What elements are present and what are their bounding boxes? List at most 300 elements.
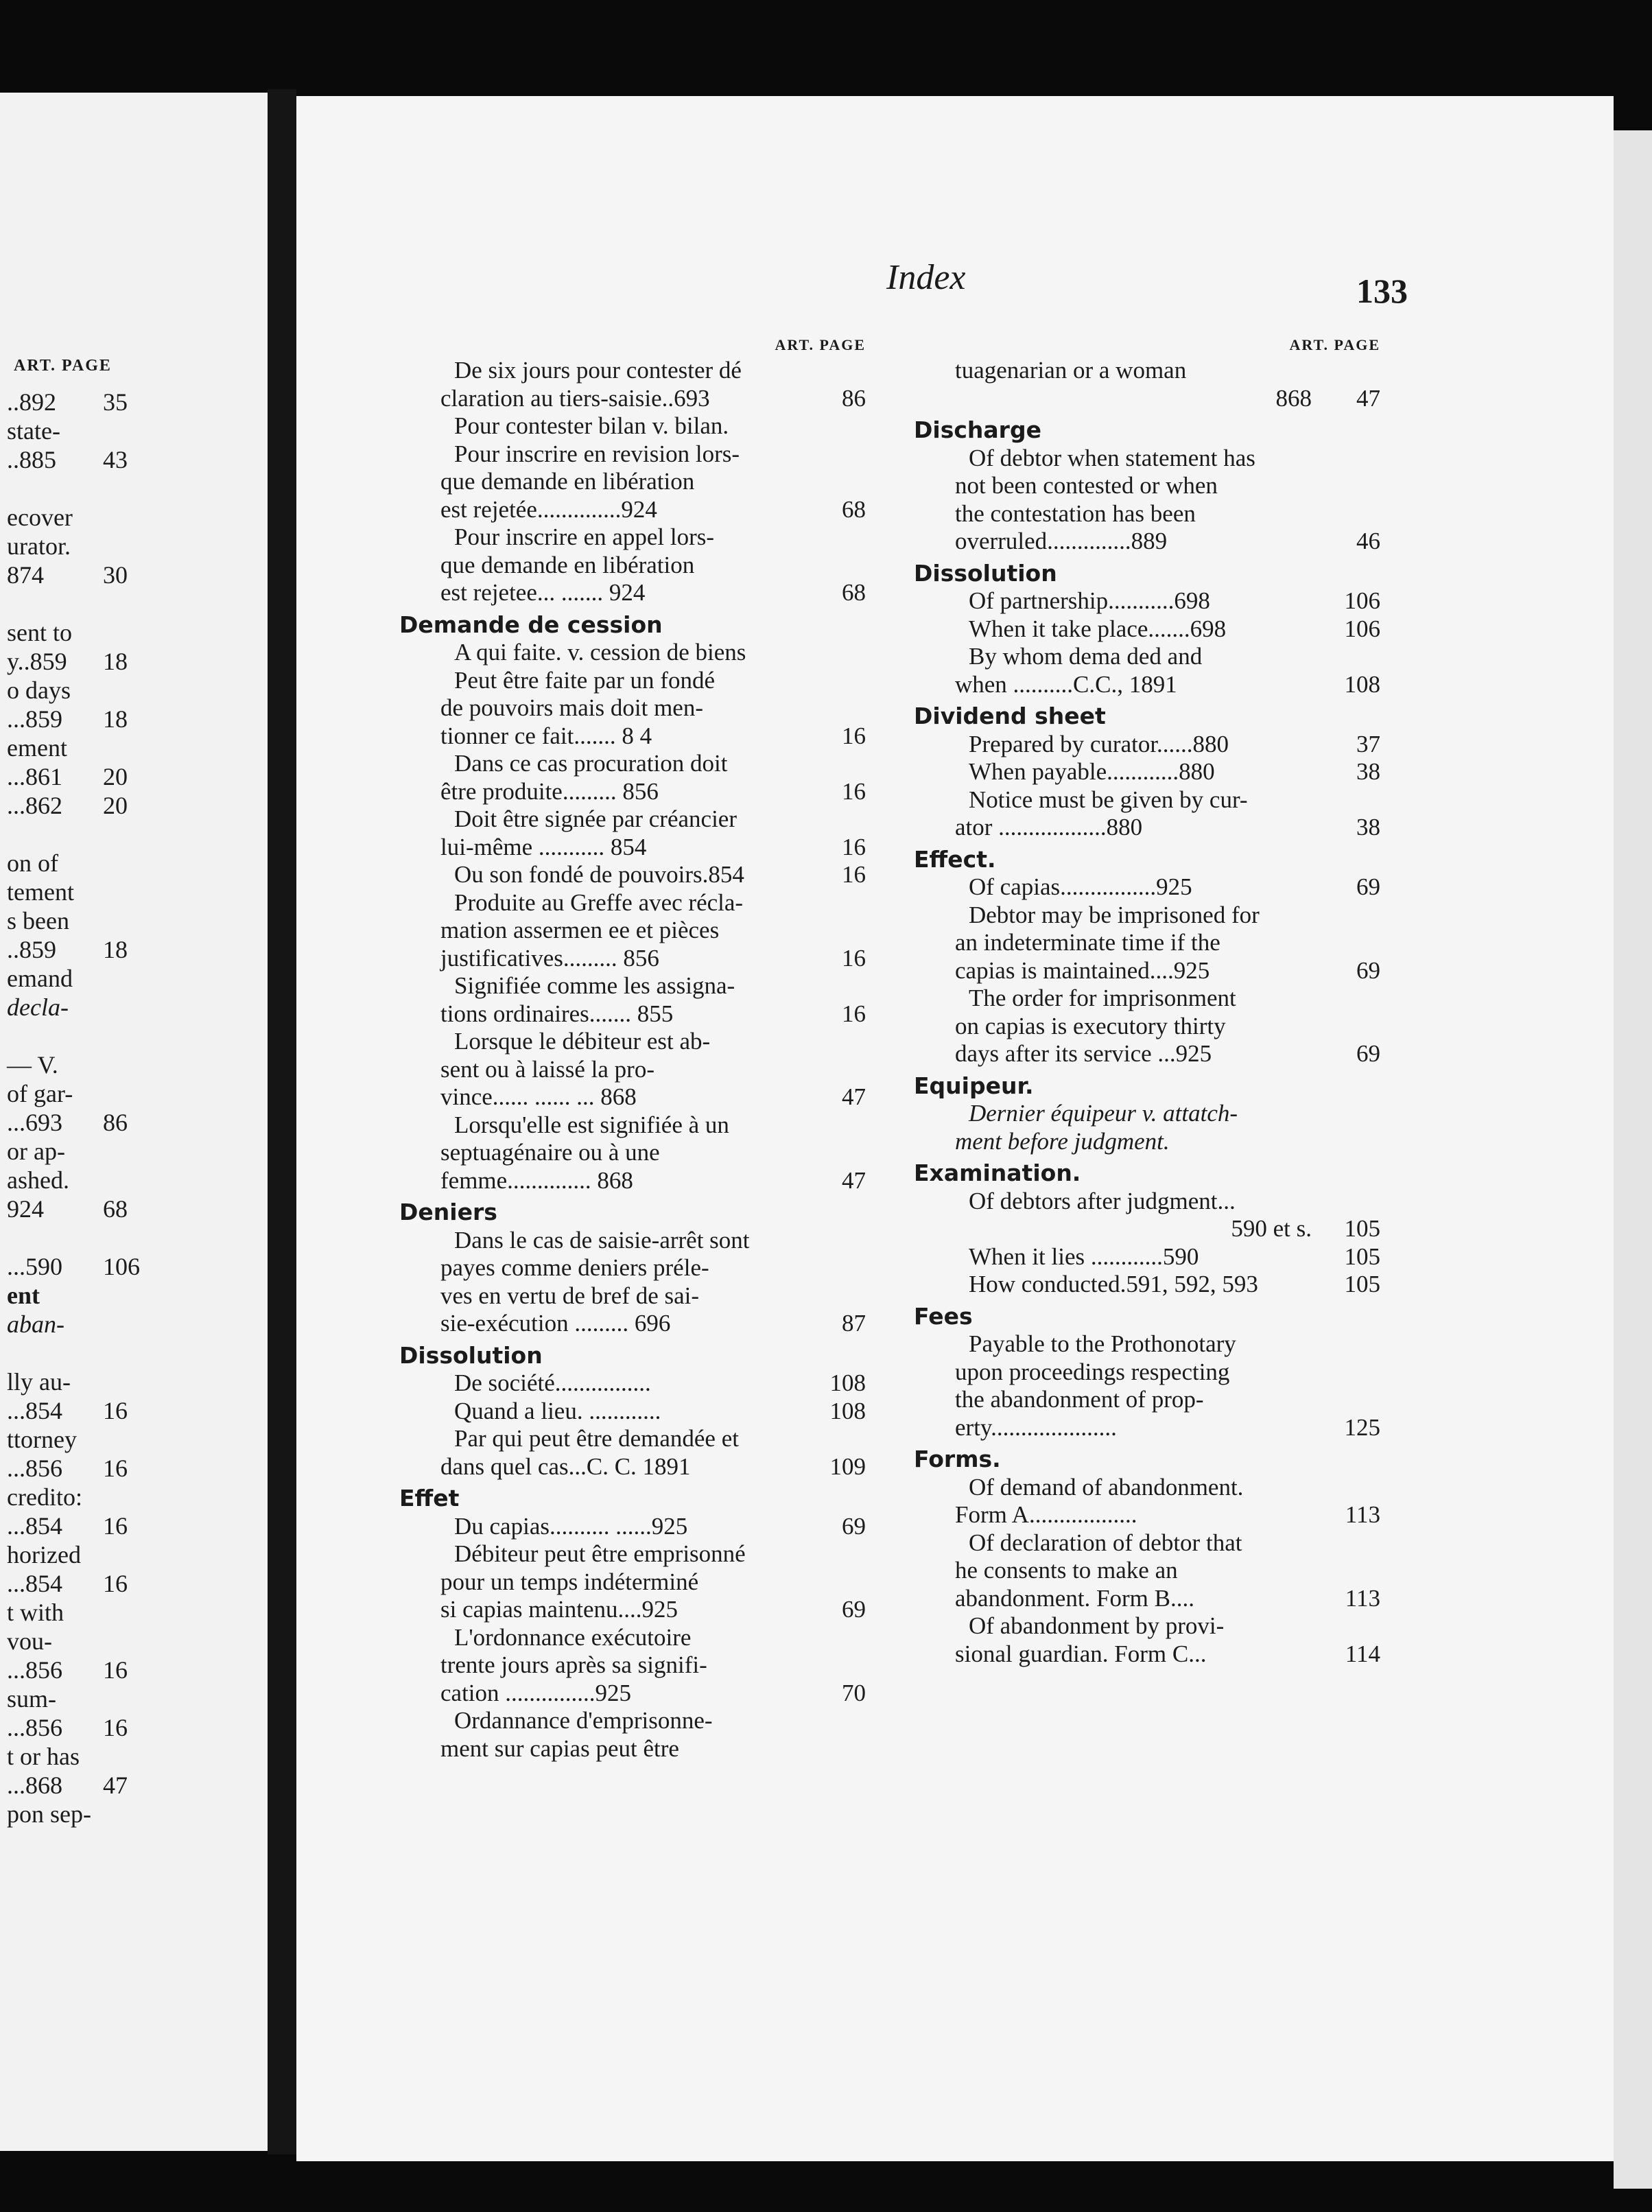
index-heading xyxy=(914,1160,1380,1188)
left-page-line xyxy=(0,1511,268,1540)
entry-text: he consents to make an xyxy=(955,1557,1178,1584)
left-page-line xyxy=(0,503,268,532)
entry-text: erty..................... xyxy=(955,1413,1117,1441)
index-entry-line xyxy=(399,1139,866,1167)
index-entry-line xyxy=(399,1513,866,1541)
index-entry-line xyxy=(914,1386,1380,1414)
entry-text: How conducted.591, 592, 593 xyxy=(969,1271,1258,1297)
entry-text: Of capias................925 xyxy=(969,873,1192,900)
index-entry-line xyxy=(399,1453,866,1481)
entry-text: payes comme deniers préle- xyxy=(440,1254,709,1281)
left-page-line xyxy=(0,1195,268,1223)
left-page-line xyxy=(0,1800,268,1828)
entry-text: est rejetee... ....... 924 xyxy=(440,579,646,606)
index-entry-line xyxy=(399,1227,866,1255)
entry-text: Effet xyxy=(399,1485,460,1511)
entry-text: Examination. xyxy=(914,1160,1081,1186)
left-page-line xyxy=(0,906,268,935)
entry-text: When it lies ............590 xyxy=(969,1243,1199,1270)
entry-page: 16 xyxy=(842,944,866,972)
entry-text: Of abandonment by provi- xyxy=(969,1612,1225,1639)
left-page-line xyxy=(0,647,268,676)
left-page-line xyxy=(0,532,268,561)
entry-text: Discharge xyxy=(914,416,1041,443)
index-entry-line xyxy=(914,357,1380,385)
index-entry-line xyxy=(914,1612,1380,1640)
entry-text: si capias maintenu....925 xyxy=(440,1596,678,1623)
entry-text: trente jours après sa signifi- xyxy=(440,1651,707,1678)
index-entry-line xyxy=(399,496,866,524)
index-entry-line xyxy=(914,671,1380,699)
entry-page: 105 xyxy=(1344,1215,1380,1242)
entry-page: 37 xyxy=(1356,730,1380,757)
index-entry-line xyxy=(914,758,1380,786)
entry-page: 113 xyxy=(1345,1501,1380,1528)
line-text: aban- xyxy=(7,1310,64,1338)
entry-text: when ..........C.C., 1891 xyxy=(955,670,1177,698)
index-entry-line xyxy=(914,500,1380,528)
entry-text: Of declaration of debtor that xyxy=(969,1529,1242,1556)
line-text: ...856 xyxy=(7,1714,62,1741)
left-page-line xyxy=(0,1050,268,1079)
line-page: 16 xyxy=(103,1512,128,1540)
entry-text: De six jours pour contester dé xyxy=(454,357,742,384)
entry-text: que demande en libération xyxy=(440,551,695,578)
left-page-lines xyxy=(0,388,268,1828)
index-entry-line xyxy=(399,945,866,973)
index-entry-line xyxy=(914,528,1380,556)
line-text: t or has xyxy=(7,1743,80,1770)
line-text: ashed. xyxy=(7,1166,69,1194)
line-text: ecover xyxy=(7,504,73,531)
entry-text: Forms. xyxy=(914,1446,1001,1472)
index-entry-line xyxy=(399,1028,866,1056)
entry-text: Dans ce cas procuration doit xyxy=(454,750,728,777)
entry-page: 105 xyxy=(1344,1271,1380,1297)
index-entry-line xyxy=(399,579,866,607)
index-heading xyxy=(914,1303,1380,1331)
entry-text: Lorsque le débiteur est ab- xyxy=(454,1028,711,1055)
line-text: t with xyxy=(7,1599,64,1626)
line-text: ..859 xyxy=(7,936,56,963)
index-entry-line xyxy=(399,694,866,722)
line-text: ..892 xyxy=(7,388,56,416)
entry-text: tions ordinaires....... 855 xyxy=(440,1000,674,1027)
left-page-line xyxy=(0,1425,268,1454)
left-page-line xyxy=(0,1166,268,1195)
entry-text: Produite au Greffe avec récla- xyxy=(454,889,744,916)
line-page: 86 xyxy=(103,1109,128,1136)
index-entry-line xyxy=(914,814,1380,842)
entry-page: 69 xyxy=(842,1596,866,1623)
entry-text: sent ou à laissé la pro- xyxy=(440,1055,654,1083)
left-page-line xyxy=(0,1684,268,1713)
entry-page: 68 xyxy=(842,579,866,606)
line-text: ttorney xyxy=(7,1426,77,1453)
entry-text: sie-exécution ......... 696 xyxy=(440,1310,671,1337)
index-entry-line xyxy=(399,1425,866,1453)
index-entry-line xyxy=(399,639,866,667)
entry-page: 69 xyxy=(1356,1040,1380,1067)
entry-page: 109 xyxy=(829,1452,866,1480)
entry-text: Deniers xyxy=(399,1199,497,1225)
entry-text: vince...... ...... ... 868 xyxy=(440,1083,637,1110)
line-text: ement xyxy=(7,734,67,762)
entry-page: 46 xyxy=(1356,528,1380,554)
index-entry-line xyxy=(399,972,866,1000)
entry-text: lui-même ........... 854 xyxy=(440,833,647,860)
line-text: ...854 xyxy=(7,1570,62,1597)
left-page-line xyxy=(0,1483,268,1511)
entry-text: abandonment. Form B.... xyxy=(955,1584,1194,1612)
index-column-right xyxy=(914,336,1380,1668)
entry-text: De société................ xyxy=(454,1369,651,1396)
index-heading xyxy=(914,1072,1380,1101)
index-entry-line xyxy=(914,445,1380,473)
left-page-line xyxy=(0,1540,268,1569)
entry-text: Payable to the Prothonotary xyxy=(969,1330,1236,1357)
entry-text: days after its service ...925 xyxy=(955,1040,1212,1067)
left-page-line xyxy=(0,416,268,445)
index-entry-line xyxy=(399,722,866,751)
index-entry-line xyxy=(399,889,866,917)
entry-text: ment sur capias peut être xyxy=(440,1734,679,1762)
entry-text: capias is maintained....925 xyxy=(955,956,1210,984)
entry-page: 106 xyxy=(1344,587,1380,614)
entry-text: tionner ce fait....... 8 4 xyxy=(440,722,652,749)
entry-page: 47 xyxy=(842,1083,866,1110)
entry-page: 16 xyxy=(842,861,866,888)
entry-text: Dissolution xyxy=(914,559,1057,587)
index-entry-line xyxy=(914,957,1380,985)
entry-text: Form A.................. xyxy=(955,1501,1137,1528)
entry-text: When it take place.......698 xyxy=(969,615,1227,642)
left-page-line xyxy=(0,849,268,878)
entry-text: Of debtor when statement has xyxy=(969,444,1255,471)
entry-text: Of demand of abandonment. xyxy=(969,1473,1244,1501)
entry-text: ves en vertu de bref de sai- xyxy=(440,1282,700,1309)
left-page-line xyxy=(0,1310,268,1339)
index-entry-line xyxy=(914,1100,1380,1128)
index-entry-line xyxy=(914,1585,1380,1613)
entry-text: justificatives......... 856 xyxy=(440,944,659,972)
index-entry-line xyxy=(914,1330,1380,1358)
line-text: ...862 xyxy=(7,792,62,819)
left-page-line xyxy=(0,762,268,791)
entry-text: Dissolution xyxy=(399,1341,543,1369)
entry-text: Lorsqu'elle est signifiée à un xyxy=(454,1111,729,1138)
line-text: 874 xyxy=(7,561,44,589)
entry-text: an indeterminate time if the xyxy=(955,929,1220,956)
running-title: Index xyxy=(886,258,966,297)
entry-text: A qui faite. v. cession de biens xyxy=(454,639,746,666)
line-page: 20 xyxy=(103,763,128,790)
index-entry-line xyxy=(399,861,866,889)
index-entry-line xyxy=(399,1369,866,1398)
line-text: ..885 xyxy=(7,446,56,473)
index-entry-line xyxy=(399,778,866,806)
index-entry-line xyxy=(914,786,1380,814)
entry-page: 108 xyxy=(829,1397,866,1424)
index-entry-line xyxy=(914,1358,1380,1387)
index-entry-line xyxy=(914,1414,1380,1442)
left-page-line xyxy=(0,1022,268,1050)
left-page-line xyxy=(0,1223,268,1252)
entry-text: sional guardian. Form C... xyxy=(955,1640,1207,1667)
entry-text: Notice must be given by cur- xyxy=(969,786,1248,813)
line-page: 16 xyxy=(103,1397,128,1424)
index-entry-line xyxy=(399,1624,866,1652)
index-heading xyxy=(914,416,1380,445)
entry-page: 113 xyxy=(1345,1584,1380,1612)
entry-text: Pour inscrire en appel lors- xyxy=(454,523,715,550)
line-text: ...861 xyxy=(7,763,62,790)
index-entry-line xyxy=(914,1215,1380,1243)
entry-page: 69 xyxy=(1356,873,1380,900)
entry-page: 87 xyxy=(842,1310,866,1337)
entry-text: Dans le cas de saisie-arrêt sont xyxy=(454,1226,750,1254)
left-page-line xyxy=(0,1713,268,1742)
column-entries xyxy=(914,357,1380,1668)
entry-text: Effect. xyxy=(914,845,996,873)
left-page-line xyxy=(0,388,268,416)
index-entry-line xyxy=(399,385,866,413)
index-entry-line xyxy=(399,1398,866,1426)
index-entry-line xyxy=(399,1111,866,1140)
index-column-left xyxy=(399,336,866,1763)
index-heading xyxy=(914,1446,1380,1474)
page-number: 133 xyxy=(1356,272,1408,310)
index-entry-line xyxy=(914,1557,1380,1585)
line-text: y..859 xyxy=(7,648,67,675)
left-page-line xyxy=(0,445,268,474)
line-page: 18 xyxy=(103,705,128,733)
left-page-line xyxy=(0,820,268,849)
entry-page: 38 xyxy=(1356,814,1380,840)
line-text: ent xyxy=(7,1282,40,1309)
index-entry-line xyxy=(399,1254,866,1282)
entry-text: cation ...............925 xyxy=(440,1679,632,1706)
index-heading xyxy=(399,1342,866,1370)
index-heading xyxy=(399,611,866,639)
line-page: 68 xyxy=(103,1195,128,1223)
line-text: of gar- xyxy=(7,1080,73,1107)
line-text: pon sep- xyxy=(7,1800,91,1828)
index-entry-line xyxy=(914,643,1380,671)
line-text: ...859 xyxy=(7,705,62,733)
entry-text: The order for imprisonment xyxy=(969,985,1236,1011)
line-text: sum- xyxy=(7,1685,56,1713)
entry-text: Debtor may be imprisoned for xyxy=(969,901,1260,928)
line-page: 18 xyxy=(103,936,128,963)
left-page-line xyxy=(0,1742,268,1771)
entry-text: ator ..................880 xyxy=(955,814,1143,840)
index-entry-line xyxy=(914,1271,1380,1299)
line-text: o days xyxy=(7,676,71,704)
entry-page: 86 xyxy=(842,384,866,412)
entry-page: 16 xyxy=(842,833,866,860)
entry-text: Du capias.......... ......925 xyxy=(454,1512,688,1540)
line-page: 30 xyxy=(103,561,128,589)
index-entry-line xyxy=(399,1680,866,1708)
entry-page: 47 xyxy=(1356,384,1380,412)
entry-text: femme.............. 868 xyxy=(440,1166,633,1194)
index-entry-line xyxy=(399,667,866,695)
line-text: credito: xyxy=(7,1483,82,1511)
index-entry-line xyxy=(914,615,1380,644)
left-page-line xyxy=(0,1454,268,1483)
left-page-line xyxy=(0,1569,268,1598)
entry-text: pour un temps indéterminé xyxy=(440,1568,699,1595)
index-entry-line xyxy=(399,805,866,834)
entry-page: 16 xyxy=(842,722,866,749)
left-page-line xyxy=(0,1079,268,1108)
line-text: on of xyxy=(7,849,58,877)
left-page-line xyxy=(0,1252,268,1281)
line-page: 16 xyxy=(103,1714,128,1741)
index-entry-line xyxy=(399,1596,866,1624)
entry-text: Of debtors after judgment... xyxy=(969,1187,1236,1214)
entry-text: tuagenarian or a woman xyxy=(955,357,1187,384)
entry-page: 108 xyxy=(1344,670,1380,698)
left-page-line xyxy=(0,791,268,820)
line-text: urator. xyxy=(7,532,71,560)
line-text: ...854 xyxy=(7,1397,62,1424)
entry-text: Signifiée comme les assigna- xyxy=(454,972,735,999)
index-heading xyxy=(399,1485,866,1513)
page-edge xyxy=(1614,130,1652,2189)
left-page-line xyxy=(0,1598,268,1627)
left-page-line xyxy=(0,676,268,705)
line-text: tement xyxy=(7,878,74,906)
entry-text: Dernier équipeur v. attatch- xyxy=(969,1100,1238,1127)
line-page: 16 xyxy=(103,1455,128,1482)
left-page-line xyxy=(0,1108,268,1137)
entry-page: 106 xyxy=(1344,615,1380,642)
line-text: ...854 xyxy=(7,1512,62,1540)
index-entry-line xyxy=(399,440,866,469)
index-entry-line xyxy=(914,472,1380,500)
index-entry-line xyxy=(399,1083,866,1111)
index-entry-line xyxy=(399,1735,866,1763)
line-page: 43 xyxy=(103,446,128,473)
line-page: 16 xyxy=(103,1656,128,1684)
entry-page: 68 xyxy=(842,495,866,523)
index-entry-line xyxy=(914,873,1380,902)
column-header: ART. PAGE xyxy=(1289,336,1380,353)
index-heading xyxy=(914,846,1380,874)
line-text: ...590 xyxy=(7,1253,62,1280)
index-entry-line xyxy=(914,1474,1380,1502)
index-entry-line xyxy=(914,1040,1380,1068)
line-page: 106 xyxy=(103,1253,140,1280)
entry-text: on capias is executory thirty xyxy=(955,1012,1226,1039)
line-text: s been xyxy=(7,907,69,934)
index-entry-line xyxy=(914,587,1380,615)
entry-page: 47 xyxy=(842,1166,866,1194)
index-entry-line xyxy=(914,731,1380,759)
index-entry-line xyxy=(399,1707,866,1735)
line-text: ...856 xyxy=(7,1656,62,1684)
left-page-line xyxy=(0,1367,268,1396)
line-text: 924 xyxy=(7,1195,44,1223)
left-page-line xyxy=(0,1281,268,1310)
entry-page: 70 xyxy=(842,1679,866,1706)
entry-page: 69 xyxy=(1356,956,1380,984)
entry-text: mation assermen ee et pièces xyxy=(440,917,720,943)
line-text: vou- xyxy=(7,1627,52,1655)
entry-text: est rejetée..............924 xyxy=(440,495,657,523)
left-page-line xyxy=(0,878,268,906)
index-entry-line xyxy=(399,1282,866,1310)
index-entry-line xyxy=(399,1568,866,1597)
entry-text: Fees xyxy=(914,1302,973,1330)
entry-text: Par qui peut être demandée et xyxy=(454,1425,739,1452)
line-text: sent to xyxy=(7,619,72,646)
entry-text: 868 xyxy=(1275,384,1312,412)
index-entry-line xyxy=(399,1056,866,1084)
index-entry-line xyxy=(399,917,866,945)
left-page-line xyxy=(0,935,268,964)
entry-text: Débiteur peut être emprisonné xyxy=(454,1540,746,1567)
line-text: ...868 xyxy=(7,1772,62,1799)
entry-page: 38 xyxy=(1356,758,1380,785)
index-entry-line xyxy=(914,1529,1380,1557)
left-page-line xyxy=(0,1656,268,1684)
entry-text: dans quel cas...C. C. 1891 xyxy=(440,1452,691,1480)
index-page xyxy=(296,96,1614,2161)
index-entry-line xyxy=(399,412,866,440)
left-page-line xyxy=(0,705,268,733)
line-page: 35 xyxy=(103,388,128,416)
entry-text: the abandonment of prop- xyxy=(955,1386,1204,1413)
book-gutter xyxy=(268,89,296,2154)
left-page-line xyxy=(0,964,268,993)
line-text: or ap- xyxy=(7,1138,65,1165)
entry-page: 69 xyxy=(842,1512,866,1540)
entry-page: 108 xyxy=(829,1369,866,1396)
index-entry-line xyxy=(914,1188,1380,1216)
line-text: — V. xyxy=(7,1051,58,1079)
entry-text: de pouvoirs mais doit men- xyxy=(440,694,704,721)
entry-text: Of partnership...........698 xyxy=(969,587,1210,614)
index-entry-line xyxy=(399,357,866,385)
left-page-line xyxy=(0,1137,268,1166)
entry-text: Demande de cession xyxy=(399,611,663,638)
column-header: ART. PAGE xyxy=(775,336,866,353)
left-page-line xyxy=(0,618,268,647)
entry-text: By whom dema ded and xyxy=(969,643,1203,670)
index-entry-line xyxy=(399,1000,866,1028)
entry-text: Dividend sheet xyxy=(914,703,1106,729)
line-page: 18 xyxy=(103,648,128,675)
index-entry-line xyxy=(914,1640,1380,1669)
index-entry-line xyxy=(914,929,1380,957)
entry-text: the contestation has been xyxy=(955,499,1196,527)
line-text: state- xyxy=(7,417,60,445)
entry-text: Equipeur. xyxy=(914,1072,1034,1099)
index-entry-line xyxy=(914,1243,1380,1271)
line-page: 47 xyxy=(103,1772,128,1799)
left-page-line xyxy=(0,1339,268,1367)
line-text: decla- xyxy=(7,993,69,1021)
index-entry-line xyxy=(914,385,1380,413)
index-entry-line xyxy=(914,1501,1380,1529)
index-entry-line xyxy=(399,552,866,580)
entry-page: 16 xyxy=(842,777,866,805)
entry-page: 125 xyxy=(1344,1413,1380,1441)
index-entry-line xyxy=(399,834,866,862)
